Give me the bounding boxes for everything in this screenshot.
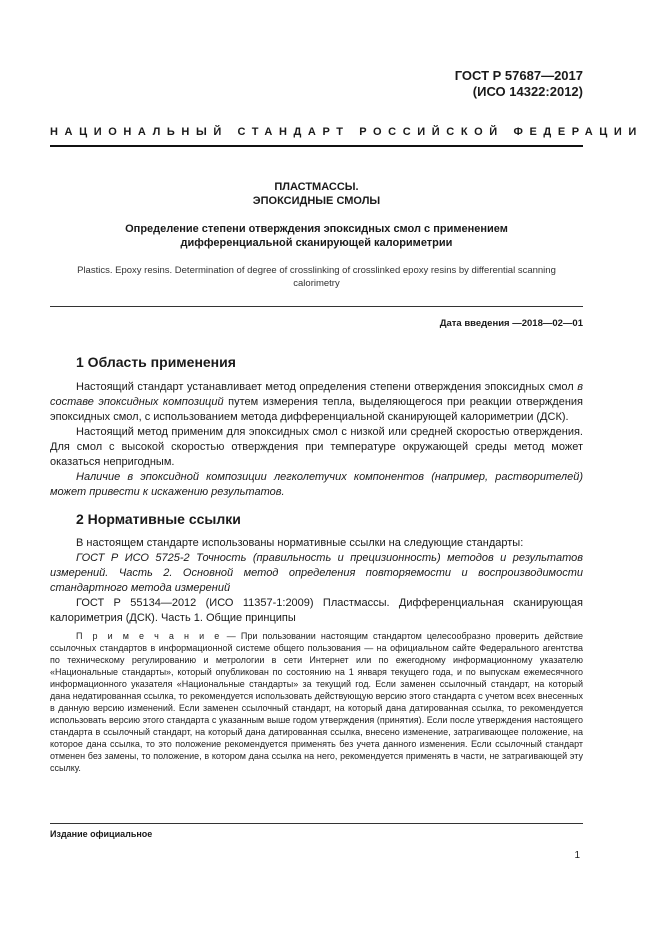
section-1-heading: 1 Область применения	[76, 354, 236, 370]
footer-divider	[50, 823, 583, 824]
section-1-paragraph-1: Настоящий стандарт устанавливает метод определения степени отверждения эпоксидных смол в составе эпоксидных композиций путем измерения тепла, выделяющегося при реакции отверждения эпоксидных смол, с использованием метода дифференциальной сканирующей калориметрии (ДСК).	[50, 381, 584, 423]
reference-gost-55134: ГОСТ Р 55134—2012 (ИСО 11357-1:2009) Пластмассы. Дифференциальная сканирующая калориметрия (ДСК). Часть 1. Общие принципы	[50, 597, 583, 624]
section-2-heading: 2 Нормативные ссылки	[76, 511, 241, 527]
section-1-body	[50, 380, 583, 500]
section-2-body	[50, 536, 583, 626]
subtitle-line-1: Определение степени отверждения эпоксидных смол с применением	[125, 223, 508, 235]
title-line-2: ЭПОКСИДНЫЕ СМОЛЫ	[252, 195, 381, 207]
section-2-intro: В настоящем стандарте использованы нормативные ссылки на следующие стандарты:	[76, 537, 524, 549]
english-title-line-2: calorimetry	[293, 278, 340, 289]
edition-label: Издание официальное	[50, 829, 153, 839]
note-label: П р и м е ч а н и е	[76, 631, 222, 641]
national-standard-banner: НАЦИОНАЛЬНЫЙ СТАНДАРТ РОССИЙСКОЙ ФЕДЕРАЦИИ	[50, 126, 643, 138]
subtitle-line-2: дифференциальной сканирующей калориметрии	[180, 237, 453, 249]
english-title-line-1: Plastics. Epoxy resins. Determination of degree of crosslinking of crosslinked epoxy resins by differential scanning	[77, 265, 556, 276]
document-number: ГОСТ Р 57687—2017	[454, 68, 583, 83]
note-text: — При пользовании настоящим стандартом целесообразно проверить действие ссылочных стандартов в информационной системе общего пользования — на официальном сайте Федерального агентства по техническому регулированию и метрологии в сети Интернет или по ежегодному информационному указателю «Национальные стандарты», который опубликован по состоянию на 1 января текущего года, и по выпускам ежемесячного информационного указателя «Национальные стандарты» за текущий год. Если заменен ссылочный стандарт, на который дана недатированная ссылка, то рекомендуется использовать действующую версию этого стандарта с учетом всех внесенных в данную версию изменений. Если заменен ссылочный стандарт, на который дана датированная ссылка, то рекомендуется использовать версию этого стандарта с указанным выше годом утверждения (принятия). Если после утверждения настоящего стандарта в ссылочный стандарт, на который дана датированная ссылка, внесено изменение, затрагивающее положение, на которое дана ссылка, то это положение рекомендуется применять без учета данного изменения. Если ссылочный стандарт отменен без замены, то положение, в котором дана ссылка на него, рекомендуется применять в части, не затрагивающей эту ссылку.	[50, 631, 583, 773]
title-divider	[50, 306, 583, 307]
title-line-1: ПЛАСТМАССЫ.	[274, 181, 359, 193]
note-block	[50, 630, 583, 774]
page-number: 1	[574, 850, 580, 861]
reference-gost-5725-2: ГОСТ Р ИСО 5725-2 Точность (правильность и прецизионность) методов и результатов измерений. Часть 2. Основной метод определения повторяемости и воспроизводимости стандартного метода измерений	[50, 552, 583, 594]
section-1-paragraph-3: Наличие в эпоксидной композиции легколетучих компонентов (например, растворителей) может привести к искажению результатов.	[50, 471, 583, 498]
banner-divider	[50, 145, 583, 147]
iso-number: (ИСО 14322:2012)	[472, 84, 583, 99]
section-1-paragraph-2: Настоящий метод применим для эпоксидных смол с низкой или средней скоростью отверждения. Для смол с высокой скоростью отверждения при температуре окружающей среды метод может оказаться непригодным.	[50, 426, 583, 468]
effective-date: Дата введения —2018—02—01	[439, 318, 583, 329]
